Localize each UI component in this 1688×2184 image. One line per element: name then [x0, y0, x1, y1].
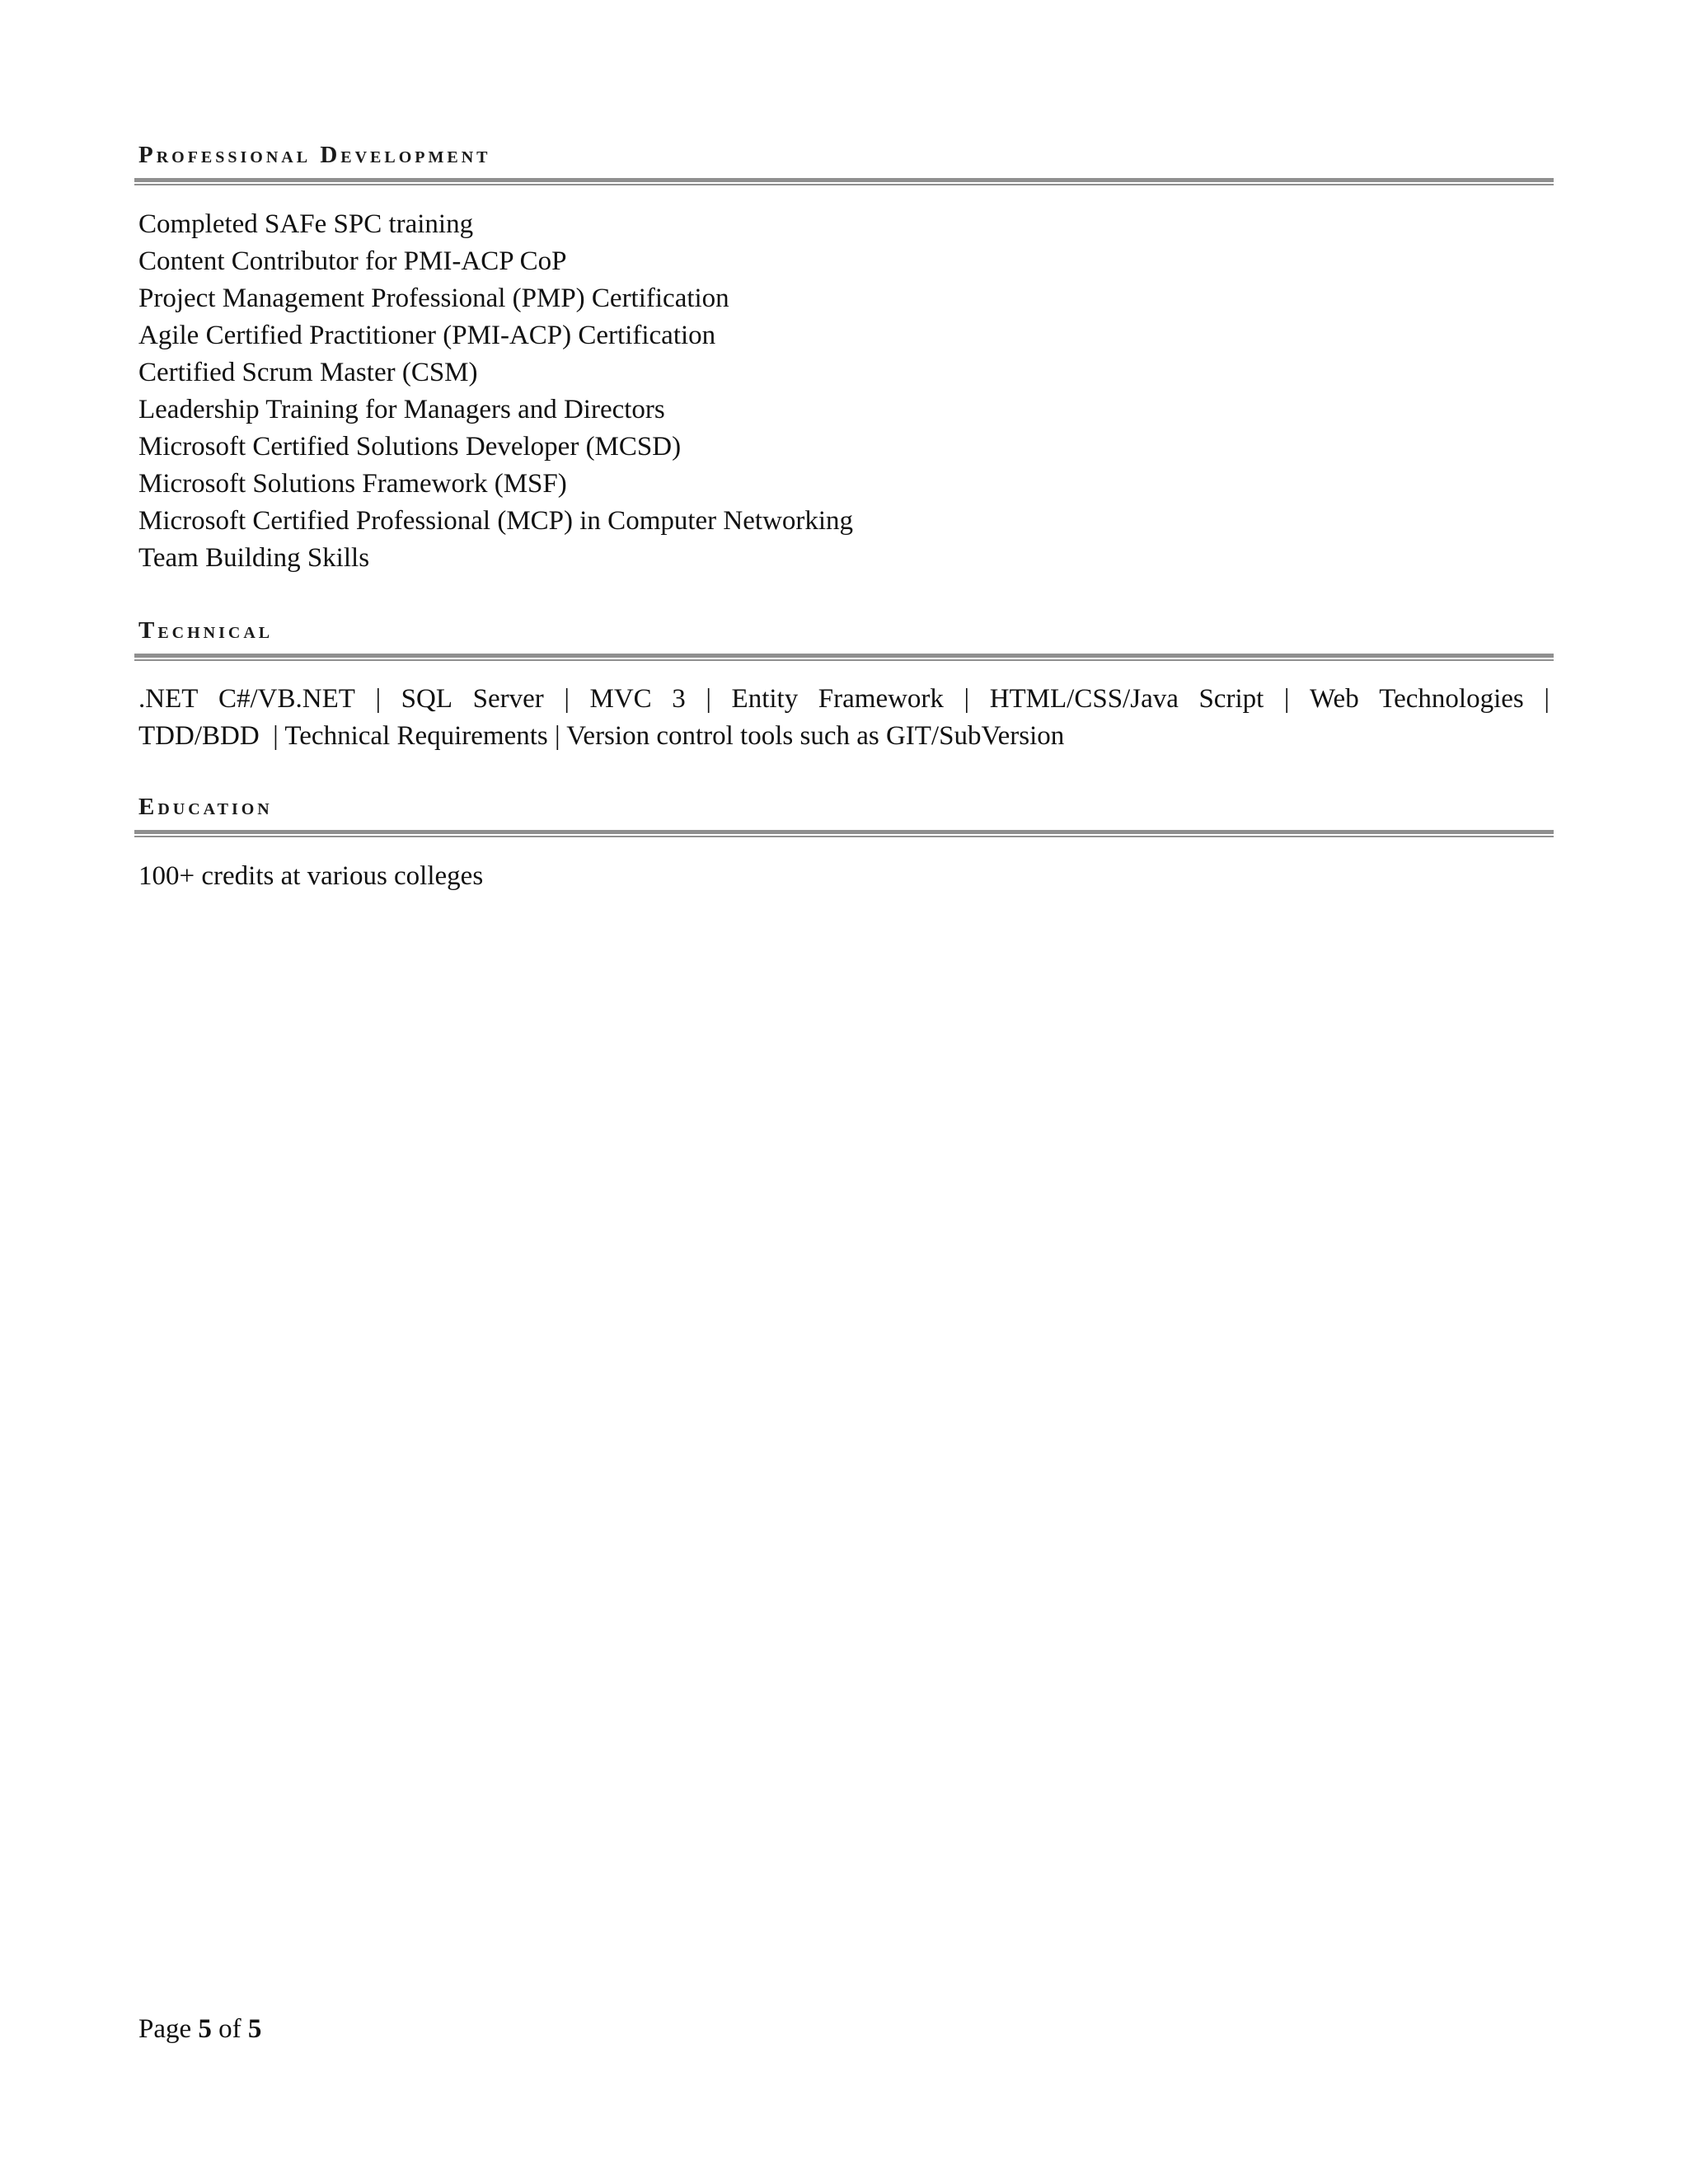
- skill-word: Web: [1310, 684, 1359, 714]
- professional-development-list: [134, 206, 1554, 577]
- section-divider: [134, 830, 1554, 838]
- skill-word: C#/VB.NET: [218, 684, 355, 714]
- skill-separator: |: [375, 684, 382, 714]
- skill-separator: |: [1283, 684, 1290, 714]
- list-item: Leadership Training for Managers and Directors: [138, 395, 665, 424]
- skill-separator: |: [1544, 684, 1550, 714]
- technical-skills: [134, 681, 1554, 755]
- total-pages-number: 5: [247, 2014, 262, 2044]
- list-item: Project Management Professional (PMP) Certification: [138, 284, 729, 313]
- list-item: Microsoft Certified Solutions Developer (MCSD): [138, 432, 682, 462]
- page-footer: [138, 2011, 261, 2048]
- section-education: [134, 792, 1554, 895]
- skill-word: SQL: [401, 684, 453, 714]
- skill-word: MVC: [589, 684, 652, 714]
- skill-word: Technologies: [1379, 684, 1524, 714]
- section-professional-development: [134, 140, 1554, 577]
- skill-word: .NET: [138, 684, 199, 714]
- list-item: Microsoft Solutions Framework (MSF): [138, 469, 567, 499]
- skill-word: 3: [672, 684, 686, 714]
- technical-skills-line-1: [138, 681, 1550, 718]
- technical-skills-line-2: TDD/BDD | Technical Requirements | Version control tools such as GIT/SubVersion: [138, 721, 1065, 751]
- of-label: of: [218, 2014, 241, 2044]
- skill-word: Framework: [818, 684, 944, 714]
- skill-separator: |: [706, 684, 711, 714]
- skill-word: HTML/CSS/Java: [989, 684, 1179, 714]
- skill-word: Script: [1198, 684, 1264, 714]
- list-item: Completed SAFe SPC training: [138, 209, 474, 239]
- skill-separator: |: [564, 684, 570, 714]
- education-text: 100+ credits at various colleges: [138, 861, 484, 891]
- skill-word: Entity: [731, 684, 799, 714]
- list-item: Agile Certified Practitioner (PMI-ACP) Certification: [138, 321, 716, 350]
- page-label: Page: [138, 2014, 192, 2044]
- list-item: Content Contributor for PMI-ACP CoP: [138, 246, 567, 276]
- current-page-number: 5: [198, 2014, 212, 2044]
- list-item: Microsoft Certified Professional (MCP) in Computer Networking: [138, 506, 854, 536]
- list-item: Team Building Skills: [138, 543, 370, 573]
- section-divider: [134, 178, 1554, 186]
- list-item: Certified Scrum Master (CSM): [138, 358, 478, 387]
- section-heading: Professional Development: [138, 142, 491, 168]
- skill-word: Server: [472, 684, 544, 714]
- section-divider: [134, 654, 1554, 662]
- section-heading: Technical: [138, 617, 274, 644]
- section-technical: [134, 616, 1554, 755]
- skill-separator: |: [964, 684, 970, 714]
- section-heading: Education: [138, 794, 273, 820]
